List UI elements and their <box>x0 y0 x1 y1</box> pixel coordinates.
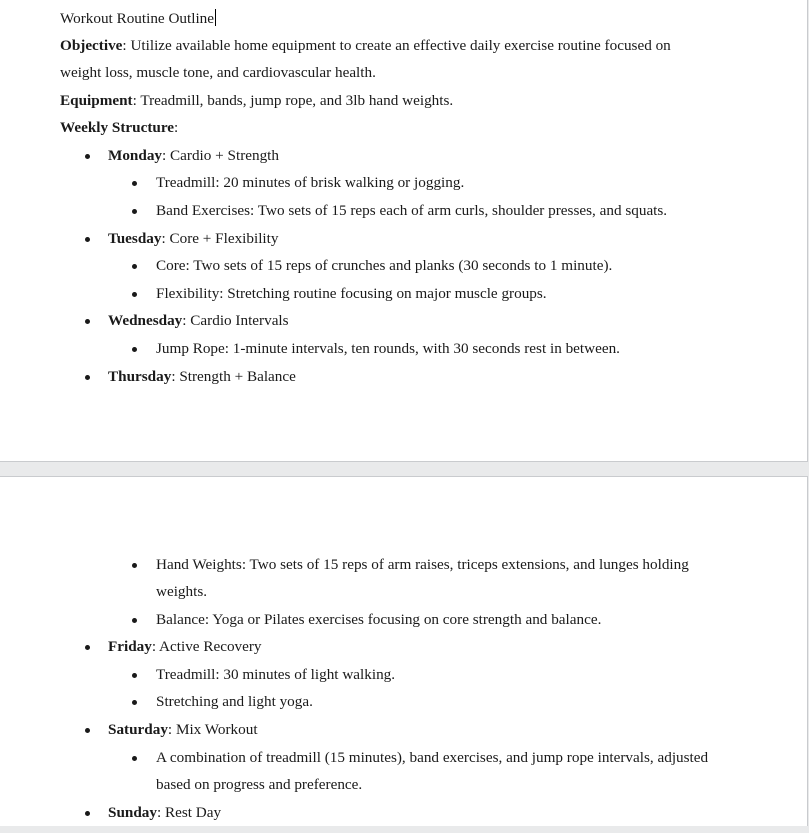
page-break-gap <box>0 462 809 476</box>
list-item-monday <box>108 147 279 165</box>
sub-item-thursday-balance: Balance: Yoga or Pilates exercises focusing on core strength and balance. <box>156 611 602 628</box>
objective-text: : Utilize available home equipment to create an effective daily exercise routine focused on <box>122 37 671 54</box>
equipment-text: : Treadmill, bands, jump rope, and 3lb hand weights. <box>132 92 454 109</box>
sub-item-friday-stretching: Stretching and light yoga. <box>156 693 313 710</box>
bullet-icon <box>132 618 137 623</box>
sub-item-friday-treadmill: Treadmill: 30 minutes of light walking. <box>156 666 396 683</box>
equipment-label: Equipment <box>60 92 133 109</box>
bullet-icon <box>85 375 90 380</box>
bullet-icon <box>85 237 90 242</box>
objective-line-1 <box>60 37 671 55</box>
day-name-sunday: Sunday <box>108 804 157 821</box>
list-item-saturday <box>108 721 258 739</box>
document-title: Workout Routine Outline <box>60 10 215 27</box>
list-item-sunday <box>108 804 221 822</box>
list-item-wednesday <box>108 312 289 330</box>
bullet-icon <box>132 563 137 568</box>
sub-item-monday-treadmill: Treadmill: 20 minutes of brisk walking or jogging. <box>156 174 465 191</box>
list-item-thursday <box>108 368 296 386</box>
bullet-icon <box>132 181 137 186</box>
day-focus-tuesday: : Core + Flexibility <box>161 230 279 247</box>
day-focus-wednesday: : Cardio Intervals <box>182 312 289 329</box>
weekly-structure-heading <box>60 119 178 137</box>
bullet-icon <box>85 728 90 733</box>
day-focus-friday: : Active Recovery <box>151 638 262 655</box>
sub-item-thursday-hand-weights: Hand Weights: Two sets of 15 reps of arm raises, triceps extensions, and lunges holding <box>156 556 689 573</box>
bullet-icon <box>85 811 90 816</box>
document-title-line[interactable] <box>60 9 216 28</box>
day-name-friday: Friday <box>108 638 152 655</box>
bullet-icon <box>132 700 137 705</box>
weekly-structure-label: Weekly Structure <box>60 119 175 136</box>
day-name-tuesday: Tuesday <box>108 230 162 247</box>
bullet-icon <box>132 292 137 297</box>
sub-item-thursday-hand-weights-cont: weights. <box>156 583 208 600</box>
sub-item-monday-bands: Band Exercises: Two sets of 15 reps each of arm curls, shoulder presses, and squats. <box>156 202 668 219</box>
equipment-line <box>60 92 453 110</box>
text-cursor <box>215 9 216 26</box>
bullet-icon <box>85 154 90 159</box>
day-name-wednesday: Wednesday <box>108 312 183 329</box>
sub-item-saturday-combination-cont: based on progress and preference. <box>156 776 363 793</box>
bullet-icon <box>132 756 137 761</box>
objective-line-2: weight loss, muscle tone, and cardiovascular health. <box>60 64 376 81</box>
bullet-icon <box>132 209 137 214</box>
page-bottom-gap <box>0 826 809 833</box>
sub-item-tuesday-flexibility: Flexibility: Stretching routine focusing on major muscle groups. <box>156 285 547 302</box>
day-focus-saturday: : Mix Workout <box>167 721 258 738</box>
sub-item-saturday-combination: A combination of treadmill (15 minutes), band exercises, and jump rope intervals, adjusted <box>156 749 709 766</box>
day-focus-thursday: : Strength + Balance <box>171 368 296 385</box>
weekly-structure-colon: : <box>174 119 179 136</box>
document-page-2[interactable] <box>0 476 808 827</box>
day-focus-monday: : Cardio + Strength <box>162 147 279 164</box>
list-item-friday <box>108 638 262 656</box>
day-focus-sunday: : Rest Day <box>156 804 222 821</box>
list-item-tuesday <box>108 230 278 248</box>
day-name-saturday: Saturday <box>108 721 168 738</box>
bullet-icon <box>132 347 137 352</box>
bullet-icon <box>132 264 137 269</box>
objective-label: Objective <box>60 37 123 54</box>
day-name-monday: Monday <box>108 147 163 164</box>
sub-item-tuesday-core: Core: Two sets of 15 reps of crunches and planks (30 seconds to 1 minute). <box>156 257 613 274</box>
sub-item-wednesday-jump-rope: Jump Rope: 1-minute intervals, ten rounds, with 30 seconds rest in between. <box>156 340 620 357</box>
bullet-icon <box>85 645 90 650</box>
day-name-thursday: Thursday <box>108 368 172 385</box>
bullet-icon <box>85 319 90 324</box>
bullet-icon <box>132 673 137 678</box>
